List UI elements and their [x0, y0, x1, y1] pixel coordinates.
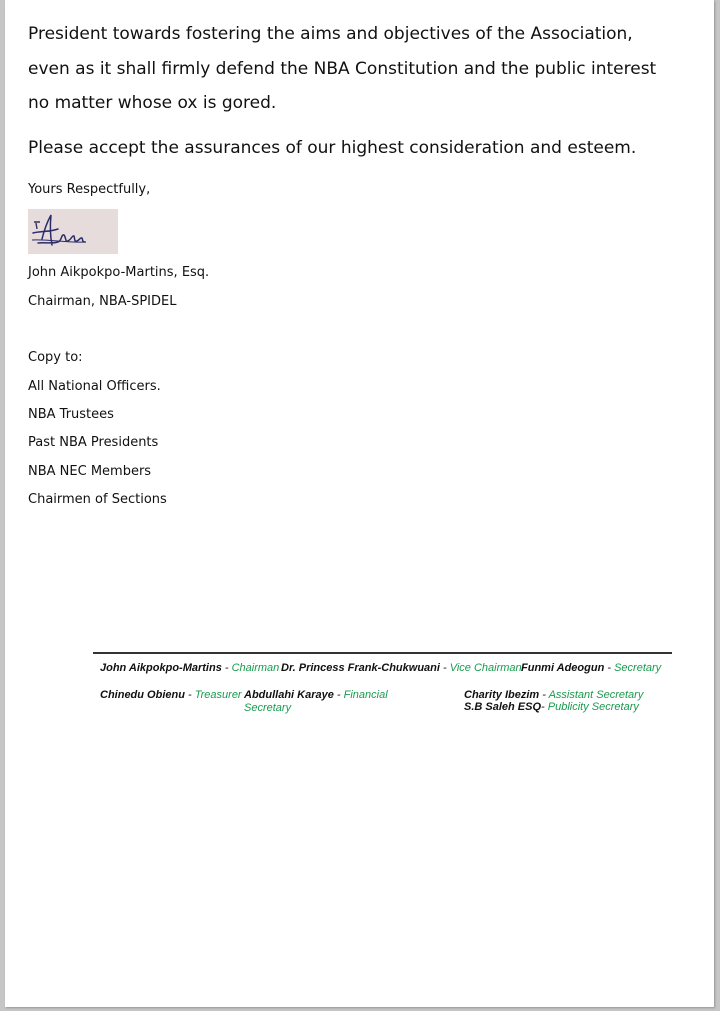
copy-recipient: NBA NEC Members	[28, 464, 152, 479]
footer-divider	[93, 652, 672, 654]
footer-officer: John Aikpokpo-Martins - Chairman	[100, 662, 280, 674]
footer-officer: Dr. Princess Frank-Chukwuani - Vice Chairman	[281, 662, 522, 674]
footer-officer: Charity Ibezim - Assistant Secretary	[464, 689, 644, 701]
body-paragraph: President towards fostering the aims and objectives of the Association, even as it shall firmly defend the NBA Constitution and the public interest no matter whose ox is gored.	[28, 24, 657, 113]
signer-title: Chairman, NBA-SPIDEL	[28, 294, 177, 309]
closing-paragraph: Please accept the assurances of our highest consideration and esteem.	[28, 138, 637, 158]
document-page	[5, 0, 714, 1007]
footer-officer: Chinedu Obienu - Treasurer	[100, 689, 242, 701]
copy-recipient: NBA Trustees	[28, 407, 114, 422]
signature-image	[28, 209, 118, 254]
copy-recipient: Chairmen of Sections	[28, 492, 167, 507]
footer-officer: Funmi Adeogun - Secretary	[521, 662, 662, 674]
copy-heading: Copy to:	[28, 350, 83, 365]
copy-recipient: Past NBA Presidents	[28, 435, 159, 450]
footer-officer: S.B Saleh ESQ- Publicity Secretary	[464, 701, 639, 713]
closing-salutation: Yours Respectfully,	[28, 182, 151, 197]
footer-officer: Abdullahi Karaye - Financial Secretary	[244, 689, 388, 714]
signer-name: John Aikpokpo-Martins, Esq.	[28, 265, 210, 280]
copy-recipient: All National Officers.	[28, 379, 161, 394]
